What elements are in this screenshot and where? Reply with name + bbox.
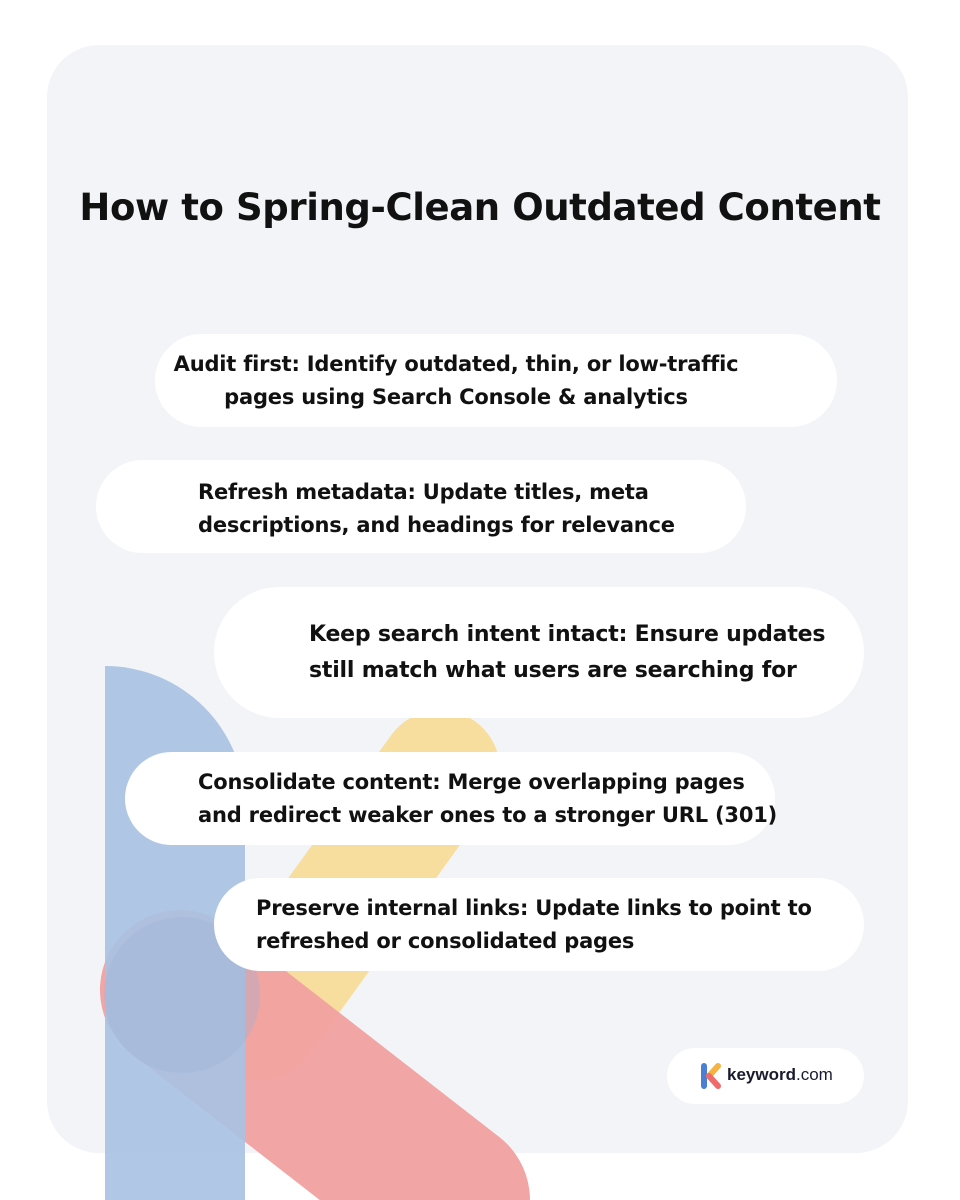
tip-line-2: descriptions, and headings for relevance xyxy=(198,513,675,537)
tip-text-consolidate xyxy=(198,766,777,832)
tip-text-audit xyxy=(155,348,757,414)
tip-text-intent xyxy=(309,617,825,689)
tip-line-2: and redirect weaker ones to a stronger URL (301) xyxy=(198,803,778,827)
tip-line-1: Consolidate content: Merge overlapping pages xyxy=(198,770,745,794)
brand-name: keyword xyxy=(727,1065,796,1084)
tip-line-1: Preserve internal links: Update links to point to xyxy=(256,896,812,920)
tip-line-1: Audit first: Identify outdated, thin, or low-traffic xyxy=(173,352,739,376)
tip-line-2: refreshed or consolidated pages xyxy=(256,929,635,953)
keyword-logo-icon xyxy=(701,1063,721,1089)
tip-text-links xyxy=(256,892,812,958)
tip-text-metadata xyxy=(198,476,675,542)
tip-line-2: pages using Search Console & analytics xyxy=(224,385,688,409)
tip-line-2: still match what users are searching for xyxy=(309,658,797,683)
brand-logo-text xyxy=(727,1065,833,1085)
brand-logo-badge xyxy=(667,1048,864,1104)
brand-suffix: .com xyxy=(795,1065,833,1084)
tip-line-1: Refresh metadata: Update titles, meta xyxy=(198,480,649,504)
page-title: How to Spring-Clean Outdated Content xyxy=(79,186,881,229)
tip-line-1: Keep search intent intact: Ensure updates xyxy=(309,622,826,647)
